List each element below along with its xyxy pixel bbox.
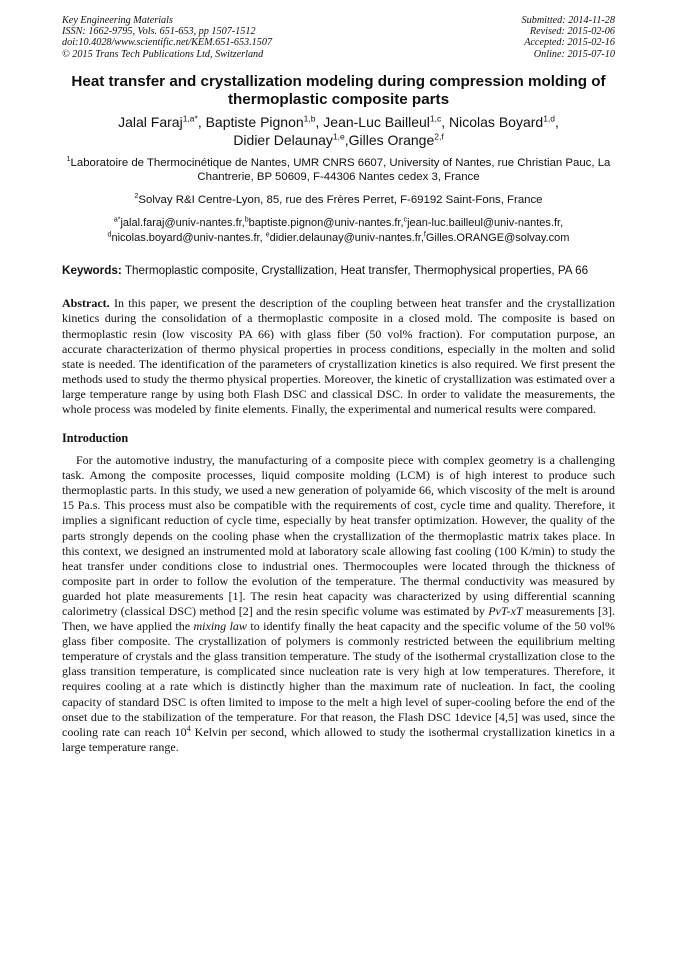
author-superscript: 1,a* bbox=[182, 113, 198, 124]
abstract-paragraph bbox=[62, 296, 615, 417]
author-name: Jalal Faraj bbox=[118, 113, 183, 130]
affiliation-2 bbox=[62, 193, 615, 208]
author-emails bbox=[62, 216, 615, 245]
author-superscript: 2,f bbox=[434, 131, 444, 142]
submitted-date: Submitted: 2014-11-28 bbox=[521, 15, 615, 26]
section-heading-introduction: Introduction bbox=[62, 431, 129, 446]
author-name: Baptiste Pignon bbox=[205, 113, 304, 130]
affiliation-1 bbox=[62, 156, 615, 185]
paper-page bbox=[62, 15, 615, 755]
author-superscript: 1,e bbox=[332, 131, 345, 142]
affiliation-number: 2 bbox=[134, 193, 139, 201]
author-superscript: 1,b bbox=[303, 113, 316, 124]
email-superscript: d bbox=[107, 231, 112, 239]
author-name: Jean-Luc Bailleul bbox=[323, 113, 430, 130]
copyright-line: © 2015 Trans Tech Publications Ltd, Switzerland bbox=[62, 48, 264, 60]
introduction-paragraph bbox=[62, 453, 615, 755]
email-superscript: e bbox=[265, 231, 270, 239]
email-link[interactable]: Gilles.ORANGE@solvay.com bbox=[425, 231, 570, 244]
intro-text: measurements [3]. Then, we have applied the bbox=[62, 604, 615, 634]
intro-text: Kelvin per second, which allowed to study the isothermal crystallization kinetics in a large temperature range. bbox=[62, 724, 615, 754]
publication-header bbox=[62, 15, 615, 60]
abstract-label: Abstract. bbox=[62, 296, 110, 311]
author-name: Didier Delaunay bbox=[233, 131, 333, 148]
author-superscript: 1,c bbox=[429, 113, 442, 124]
issn-line: ISSN: 1662-9795, Vols. 651-653, pp 1507-1512 bbox=[62, 26, 256, 38]
author-superscript: 1,d bbox=[543, 113, 556, 124]
email-link[interactable]: nicolas.boyard@univ-nantes.fr, bbox=[111, 231, 263, 244]
intro-italic: PvT-xT bbox=[488, 604, 523, 618]
accepted-date: Accepted: 2015-02-16 bbox=[524, 37, 615, 49]
author-list: Jalal Faraj$^{1,a*}$, Baptiste Pignon$^{1,b}$, Jean-Luc Bailleul$^{1,c}$, Nicolas Boyard$^{1,d}$, Didier Delaunay$^{1,e}$,Gilles Orange$^{2,f}$ bbox=[118, 113, 559, 148]
affiliation-number: 1 bbox=[66, 156, 71, 164]
intro-text: to identify finally the heat capacity and the specific volume of the 50 vol% glass fiber composite. The crystallization of polymers is commonly restricted between the equilibrium melting temperature of crystals and the glass transition temperature. The study of the isothermal crystallization close to the glass transition temperature, is complicated since nucleation rate is very high at low temperatures. Therefore, it requires cooling at a rate which is distinctly higher than the maximum rate of nucleation. In fact, the cooling capacity of standard DSC is often limited to impose to the melt a high level of super-cooling before the end of the onset due to the stabilization of the temperature. For that reason, the Flash DSC 1device [4,5] was used, since the cooling rate can reach 10 bbox=[62, 619, 616, 739]
email-superscript: b bbox=[244, 216, 249, 224]
doi-line: doi:10.4028/www.scientific.net/KEM.651-653.1507 bbox=[62, 37, 273, 49]
keywords-text: Thermoplastic composite, Crystallization, Heat transfer, Thermophysical properties, PA 66 bbox=[124, 264, 589, 278]
exponent: 4 bbox=[186, 723, 191, 733]
email-superscript: f bbox=[423, 231, 426, 239]
email-link[interactable]: jalal.faraj@univ-nantes.fr, bbox=[120, 217, 245, 230]
author-name: Gilles Orange bbox=[348, 131, 435, 148]
affiliation-text: Laboratoire de Thermocinétique de Nantes, UMR CNRS 6607, University of Nantes, rue Christian Pauc, La Chantrerie, BP 50609, F-44306 Nantes cedex 3, France bbox=[70, 156, 611, 184]
email-superscript: c bbox=[403, 216, 408, 224]
publication-dates bbox=[522, 15, 615, 60]
intro-text: For the automotive industry, the manufacturing of a composite piece with complex geometry is a challenging task. Among the composite processes, liquid composite molding (LCM) is of high interest to produce such thermoplastic parts. In this study, we used a new generation of polyamide 66, which viscosity of the melt is around 15 Pa.s. This process must also be compatible with the requirements of cost, cycle time and quality. Therefore, it implies a significant reduction of cycle time, especially by heat transfer optimization. However, the quality of the parts strongly depends on the cooling phase when the crystallization of the thermoplastic matrix takes place. In this context, we designed an instrumented mold at laboratory scale allowing fast cooling (100 K/min) to study the heat transfer under conditions close to industrial ones. Thermocouples were located through the thickness of composite part in order to follow the evolution of the temperature. The thermal conductivity was measured by guarded hot plate measurements [1]. The resin heat capacity was characterized by using differential scanning calorimetry (classical DSC) method [2] and the resin specific volume was estimated by bbox=[62, 453, 615, 618]
online-date: Online: 2015-07-10 bbox=[533, 48, 615, 60]
journal-name: Key Engineering Materials bbox=[62, 15, 173, 26]
email-superscript: a* bbox=[113, 216, 121, 224]
email-link[interactable]: jean-luc.bailleul@univ-nantes.fr, bbox=[407, 217, 564, 230]
email-link[interactable]: baptiste.pignon@univ-nantes.fr, bbox=[248, 217, 404, 230]
email-link[interactable]: didier.delaunay@univ-nantes.fr, bbox=[269, 231, 424, 244]
revised-date: Revised: 2015-02-06 bbox=[529, 26, 615, 38]
keywords-label: Keywords: bbox=[62, 264, 122, 278]
abstract-text: In this paper, we present the description of the coupling between heat transfer and the crystallization kinetics during the consolidation of a thermoplastic composite in a closed mold. The composite is based on thermoplastic resin (low viscosity PA 66) with glass fiber (50 vol% fraction). For computation purpose, an accurate characterization of thermo physical properties in process conditions, especially in the molten and solid state is needed. The identification of the parameters of crystallization kinetics is also required. We first present the methods used to study the thermo physical properties. Moreover, the kinetic of crystallization was estimated over a large temperature range by using both Flash DSC and classical DSC. In order to validate the measurements, the whole process was modeled by finite elements. Finally, the experimental and numerical results were compared. bbox=[62, 296, 615, 416]
publication-info bbox=[62, 15, 272, 60]
intro-italic: mixing law bbox=[193, 619, 247, 634]
keywords-line bbox=[62, 264, 615, 278]
author-name: Nicolas Boyard bbox=[449, 113, 544, 130]
affiliation-text: Solvay R&I Centre-Lyon, 85, rue des Frères Perret, F-69192 Saint-Fons, France bbox=[138, 193, 543, 206]
paper-title: Heat transfer and crystallization modeling during compression molding of thermoplastic composite parts bbox=[71, 72, 606, 108]
